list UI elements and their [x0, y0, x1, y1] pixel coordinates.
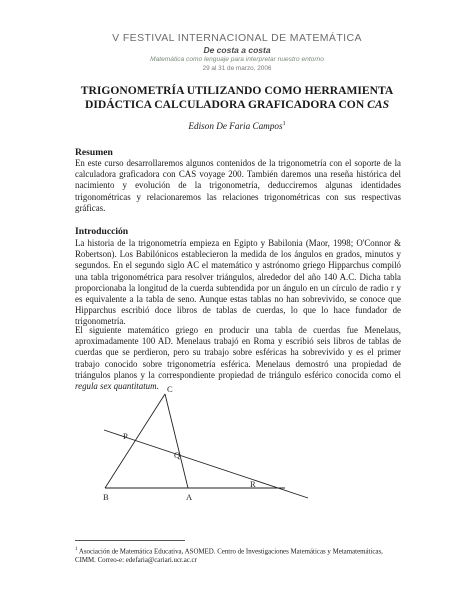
label-P: P [123, 431, 128, 441]
festival-dates: 29 al 31 de marzo, 2006 [202, 65, 272, 72]
author [0, 121, 474, 131]
title-cas-word: CAS [367, 98, 390, 111]
footnote-rule [75, 540, 185, 541]
festival-tagline: Matemática como lenguaje para interpretar nuestro entorno [150, 56, 324, 63]
festival-motto: De costa a costa [203, 45, 271, 55]
paper-title-line1: TRIGONOMETRÍA UTILIZANDO COMO HERRAMIENTA [80, 84, 394, 97]
menelaus-period: . [156, 381, 159, 392]
footnote [75, 545, 405, 565]
regula-sex-quantitatum-term: regula sex quantitatum [75, 381, 157, 392]
menelaus-paragraph [75, 325, 401, 392]
section-heading-resumen: Resumen [75, 147, 113, 158]
label-R: R [250, 479, 256, 489]
introduction-paragraph: La historia de la trigonometría empieza en Egipto y Babilonia (Maor, 1998; O'Connor & Robertson). Los Babilónicos establecieron la medida de los ángulos en grados, minutos y segundos. En el segundo siglo AC el matemático y astrónomo griego Hipparchus compiló una tabla trigonométrica para resolver triángulos, alrededor del año 140 A.C. Dicha tabla proporcionaba la longitud de la cuerda subtendida por un ángulo en un círculo de radio r y es equivalente a la tabla de seno. Aunque estas tablas no han sobrevivido, se conoce que Hipparchus escribió doce libros de tablas de cuerdas, lo que lo hace fundador de trigonometría. [75, 238, 401, 327]
author-footnote-mark: 1 [282, 121, 286, 127]
label-C: C [167, 384, 173, 394]
label-Q: Q [174, 450, 181, 460]
footnote-text: Asociación de Matemática Educativa, ASOMED. Centro de Investigaciones Matemáticas y Metamatemáticas, CIMM. Correo-e: edefaria@cariari.ucr.ac.cr [75, 548, 383, 565]
festival-title: V FESTIVAL INTERNACIONAL DE MATEMÁTICA [112, 32, 362, 44]
menelaus-text: El siguiente matemático griego en producir una tabla de cuerdas fue Menelaus, aproximadamente 100 AD. Menelaus trabajó en Roma y escribió seis libros de tablas de cuerdas que se perdieron, pero su trabajo sobre esféricas ha sobrevivido y es el primer trabajo conocido sobre trigonometría esférica. Menelaus demostró una propiedad de triángulos planos y la correspondiente propiedad de triángulo esférico conocida como el [75, 325, 401, 380]
section-heading-introduccion: Introducción [75, 226, 129, 237]
line-C-A [165, 394, 188, 488]
footnote-mark: 1 [75, 547, 78, 552]
line-B-C [105, 394, 165, 488]
label-A: A [186, 492, 193, 502]
author-name: Edison De Faria Campos [188, 121, 283, 132]
paper-title-line2 [40, 98, 434, 112]
label-B: B [103, 492, 109, 502]
resumen-paragraph: En este curso desarrollaremos algunos contenidos de la trigonometría con el soporte de la calculadora graficadora con CAS voyage 200. También daremos una reseña histórica del nacimiento y evolución de la trigonometría, deducciremos algunas identidades trigonométricas y relacionaremos las relaciones trigonométricas con sus respectivas gráficas. [75, 158, 401, 213]
title-line2-text: DIDÁCTICA CALCULADORA GRAFICADORA CON [84, 98, 368, 111]
